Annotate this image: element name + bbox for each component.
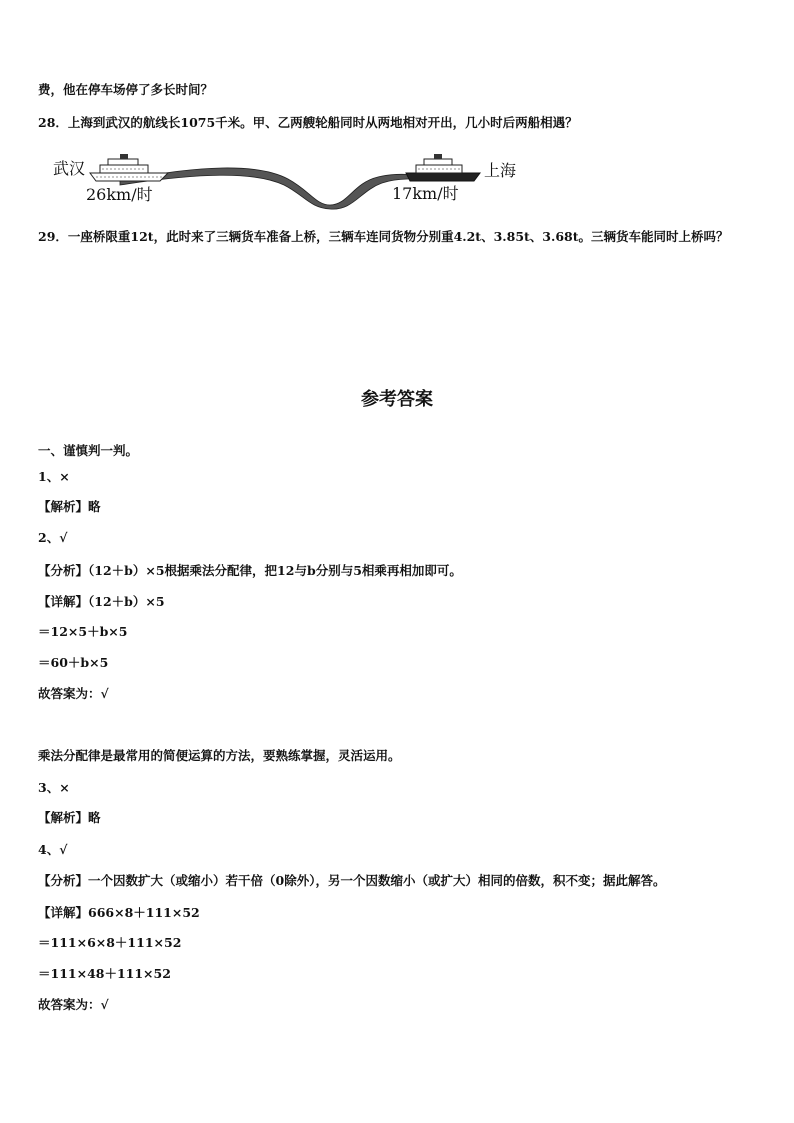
ship-right-icon <box>406 154 480 181</box>
answer-4-step-2: ＝111×48＋111×52 <box>38 966 171 981</box>
answers-title: 参考答案 <box>361 389 433 410</box>
answer-2-step-2: ＝60＋b×5 <box>38 655 109 670</box>
answer-2-detail: 【详解】（12＋b）×5 <box>38 594 165 609</box>
right-city-label: 上海 <box>484 161 517 180</box>
question-29: 29．一座桥限重12t，此时来了三辆货车准备上桥，三辆车连同货物分别重4.2t、3.85t、3.68t。三辆货车能同时上桥吗？ <box>38 229 729 244</box>
answer-3-analysis: 【解析】略 <box>38 810 101 825</box>
answer-2-step-1: ＝12×5＋b×5 <box>38 624 128 639</box>
answer-2: 2、√ <box>38 530 68 545</box>
answer-2-analysis: 【分析】（12＋b）×5根据乘法分配律，把12与b分别与5相乘再相加即可。 <box>38 563 462 578</box>
answer-4-step-1: ＝111×6×8＋111×52 <box>38 935 182 950</box>
right-speed-label: 17km/时 <box>392 184 459 203</box>
answer-4-analysis: 【分析】一个因数扩大（或缩小）若干倍（0除外），另一个因数缩小（或扩大）相同的倍数，积不变；据此解答。 <box>38 873 666 888</box>
answer-3: 3、× <box>38 780 70 795</box>
answer-1: 1、× <box>38 469 70 484</box>
question-28: 28．上海到武汉的航线长1075千米。甲、乙两艘轮船同时从两地相对开出，几小时后两船相遇？ <box>38 115 578 130</box>
left-speed-label: 26km/时 <box>86 185 153 204</box>
answer-1-analysis: 【解析】略 <box>38 499 101 514</box>
answer-2-note: 乘法分配律是最常用的简便运算的方法，要熟练掌握，灵活运用。 <box>38 748 401 763</box>
answer-2-result: 故答案为：√ <box>38 686 109 701</box>
ship-route-figure <box>48 145 528 215</box>
section-heading: 一、谨慎判一判。 <box>38 443 139 458</box>
answer-4: 4、√ <box>38 842 68 857</box>
left-city-label: 武汉 <box>53 159 86 178</box>
route-illustration <box>48 145 528 215</box>
answer-4-result: 故答案为：√ <box>38 997 109 1012</box>
answer-4-detail: 【详解】666×8＋111×52 <box>38 905 200 920</box>
ship-left-icon <box>90 154 168 181</box>
question-27-continuation: 费，他在停车场停了多长时间？ <box>38 82 214 97</box>
